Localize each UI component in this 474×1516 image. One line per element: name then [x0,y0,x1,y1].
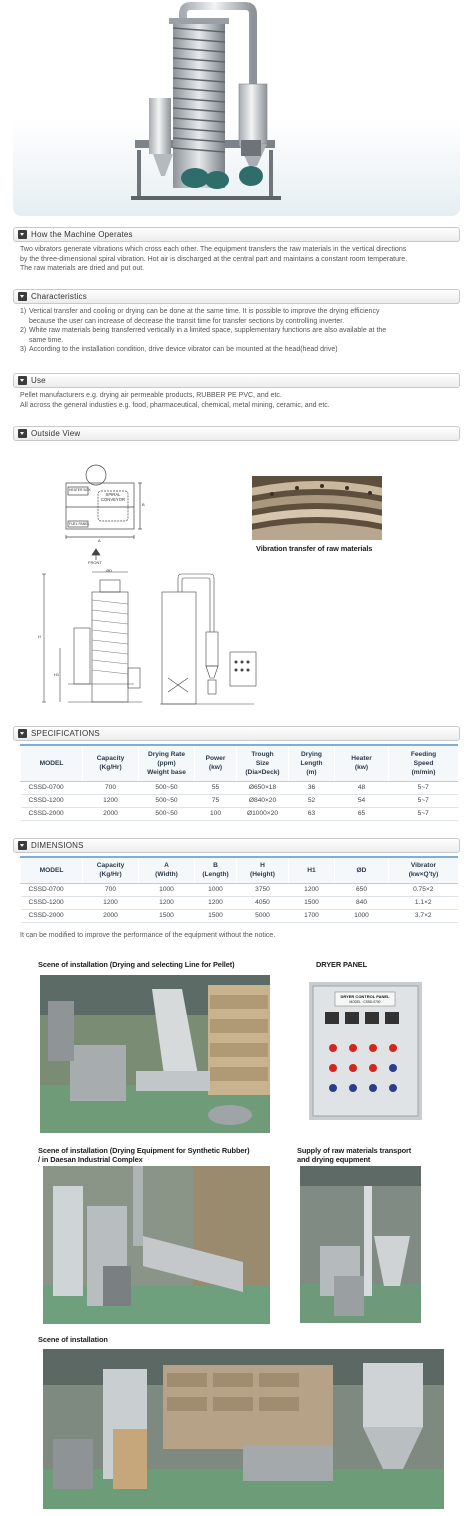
table-cell: 5~7 [389,781,459,794]
table-cell: Ø840×20 [237,794,289,807]
dryer-panel-photo [309,982,422,1120]
table-cell: CSSD-2000 [21,909,83,922]
side-view-drawing [154,572,264,706]
column-header: MODEL [21,745,83,781]
table-cell: CSSD-0700 [21,883,83,896]
table-cell: CSSD-2000 [21,807,83,820]
column-header: Heater (kw) [335,745,389,781]
column-header: H (Height) [237,857,289,883]
table-cell: 700 [83,781,139,794]
table-cell: 1500 [139,909,195,922]
table-row [21,794,459,807]
photo-caption: / in Daesan Industrial Complex [38,1155,143,1164]
table-cell: 5~7 [389,794,459,807]
section-header-outside-view: Outside View [13,426,460,441]
table-cell: 1200 [289,883,335,896]
column-header: B (Length) [195,857,237,883]
drawing-label: H [38,634,41,639]
table-cell: 1000 [195,883,237,896]
table-cell: 1200 [139,896,195,909]
table-cell: 1500 [289,896,335,909]
list-item: 1) Vertical transfer and cooling or drying can be done at the same time. It is possible to improve the drying efficiency because the user can increase of decrease the transit time for transfer sections by controlling inverter. [20,308,380,325]
table-cell: 5000 [237,909,289,922]
table-cell: 100 [195,807,237,820]
chevron-down-icon [18,429,27,438]
panel-title-label: DRYER CONTROL PANEL [340,994,390,999]
text-line: All across the general industies e.g. food, pharmaceutical, chemical, metal mining, ceramic, and etc. [20,401,330,409]
table-cell: 75 [195,794,237,807]
column-header: Drying Length (m) [289,745,335,781]
text-line: Pellet manufacturers e.g. drying air permeable products, RUBBER PE PVC, and etc. [20,392,282,399]
table-cell: 63 [289,807,335,820]
installation-photo-pellet-line [40,975,270,1133]
column-header: A (Width) [139,857,195,883]
operation-text [20,245,462,274]
use-text [20,391,462,410]
table-cell: 54 [335,794,389,807]
chevron-down-icon [18,292,27,301]
table-cell: CSSD-1200 [21,794,83,807]
table-cell: 500~50 [139,807,195,820]
table-row [21,781,459,794]
installation-photo-raw-material-supply [300,1166,421,1323]
photo-caption: Supply of raw materials transport [297,1146,412,1155]
table-cell: 5~7 [389,807,459,820]
table-row [21,896,459,909]
vibration-transfer-photo [252,476,382,540]
table-cell: 840 [335,896,389,909]
table-cell: 48 [335,781,389,794]
table-row [21,883,459,896]
section-header-dimensions: DIMENSIONS [13,838,460,853]
drawing-label: SPIRAL CONVEYOR [101,492,125,502]
text-line: by the three-dimensional spiral vibration. Hot air is discharged at the central part and maintains a constant room temperature. [20,255,408,263]
table-cell: 1.1×2 [389,896,459,909]
table-row [21,909,459,922]
table-cell: 2000 [83,909,139,922]
table-cell: 500~50 [139,781,195,794]
table-cell: 0.75×2 [389,883,459,896]
table-cell: CSSD-1200 [21,896,83,909]
section-header-specifications: SPECIFICATIONS [13,726,460,741]
installation-photo-overview [43,1349,444,1509]
table-cell: 1500 [195,909,237,922]
plan-view-drawing [52,455,162,565]
photo-caption: Scene of installation (Drying Equipment for Synthetic Rubber) [38,1146,250,1155]
list-item: 2) White raw materials being transferred vertically in a limited space, supplementary functions are also available at the same time. [20,327,387,344]
column-header: Vibrator (kw×Q'ty) [389,857,459,883]
panel-model-label: MODEL : CSSD-0700 [349,999,381,1004]
table-cell: Ø1000×20 [237,807,289,820]
photo-caption: DRYER PANEL [316,960,368,969]
specifications-table [20,744,458,821]
table-cell: 1000 [139,883,195,896]
drawing-label: A [98,538,101,543]
photo-caption: Vibration transfer of raw materials [256,544,373,553]
dimensions-note: It can be modified to improve the performance of the equipment without the notice. [20,932,276,939]
table-cell: Ø650×18 [237,781,289,794]
column-header: Capacity (Kg/Hr) [83,857,139,883]
section-header-characteristics: Characteristics [13,289,460,304]
table-cell: 3750 [237,883,289,896]
list-item: 3) According to the installation condition, drive device vibrator can be mounted at the head(head drive) [20,346,338,354]
column-header: Drying Rate (ppm) Weight base [139,745,195,781]
table-cell: CSSD-0700 [21,781,83,794]
drawing-label: ØD [106,568,112,573]
table-cell: 1200 [83,896,139,909]
table-cell: 52 [289,794,335,807]
dimensions-table [20,856,458,923]
column-header: ØD [335,857,389,883]
table-cell: 700 [83,883,139,896]
column-header: Power (kw) [195,745,237,781]
text-line: Two vibrators generate vibrations which cross each other. The equipment transfers the raw materials in the vertical directions [20,246,407,253]
hero-machine-photo [13,0,460,216]
front-view-drawing [38,568,146,706]
drawing-label: H1 [54,672,60,677]
text-line: The raw materials are dried and put out. [20,265,145,273]
table-cell: 1200 [83,794,139,807]
table-cell: 1700 [289,909,335,922]
photo-caption: Scene of installation [38,1335,108,1344]
drawing-label: B [142,502,145,507]
installation-photo-synthetic-rubber [43,1166,270,1324]
chevron-down-icon [18,841,27,850]
column-header: MODEL [21,857,83,883]
drawing-label: FUEL PANEL [69,522,90,526]
table-cell: 2000 [83,807,139,820]
table-cell: 1200 [195,896,237,909]
column-header: Feeding Speed (m/min) [389,745,459,781]
chevron-down-icon [18,729,27,738]
section-header-operation: How the Machine Operates [13,227,460,242]
table-cell: 500~50 [139,794,195,807]
chevron-down-icon [18,230,27,239]
table-cell: 65 [335,807,389,820]
table-cell: 1000 [335,909,389,922]
characteristics-list [20,307,462,355]
table-cell: 36 [289,781,335,794]
chevron-down-icon [18,376,27,385]
table-cell: 650 [335,883,389,896]
table-cell: 4050 [237,896,289,909]
drawing-label: FRONT [88,560,102,565]
table-cell: 3.7×2 [389,909,459,922]
table-cell: 55 [195,781,237,794]
column-header: Trough Size (Dia×Deck) [237,745,289,781]
photo-caption: Scene of installation (Drying and selecting Line for Pellet) [38,960,235,969]
column-header: H1 [289,857,335,883]
section-header-use: Use [13,373,460,388]
table-row [21,807,459,820]
column-header: Capacity (Kg/Hr) [83,745,139,781]
photo-caption: and drying equpment [297,1155,371,1164]
drawing-label: HEATER BOX [69,488,91,492]
